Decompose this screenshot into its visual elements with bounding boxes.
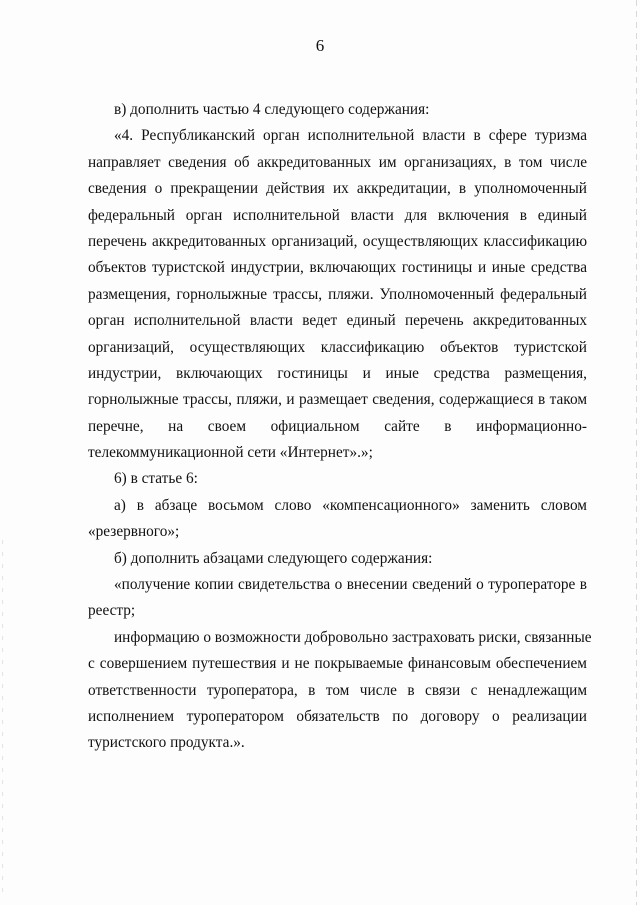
text-line: сведения о прекращении действия их аккредитации, в уполномоченный xyxy=(88,180,587,198)
text-line: б) дополнить абзацами следующего содержания: xyxy=(114,549,433,567)
text-line: 6) в статье 6: xyxy=(114,470,198,488)
page-number: 6 xyxy=(315,36,325,55)
text-line: орган исполнительной власти ведет единый перечень аккредитованных xyxy=(88,312,587,330)
document-body xyxy=(88,97,592,757)
scan-edge-left xyxy=(2,540,3,900)
text-line: телекоммуникационной сети «Интернет».»; xyxy=(88,444,373,462)
text-line: горнолыжные трассы, пляжи, и размещает сведения, содержащиеся в таком xyxy=(88,391,587,409)
text-line: «резервного»; xyxy=(88,523,180,541)
text-line: перечень аккредитованных организаций, осуществляющих классификацию xyxy=(88,232,587,250)
text-line: ответственности туроператора, в том числе в связи с ненадлежащим xyxy=(88,681,587,699)
text-line: а) в абзаце восьмом слово «компенсационного» заменить словом xyxy=(114,496,587,514)
text-line: в) дополнить частью 4 следующего содержания: xyxy=(114,101,430,118)
text-line: «получение копии свидетельства о внесении сведений о туроператоре в xyxy=(114,576,587,594)
text-line: информацию о возможности добровольно застраховать риски, связанные xyxy=(114,628,592,646)
text-line: с совершением путешествия и не покрываемые финансовым обеспечением xyxy=(88,655,587,673)
text-line: «4. Республиканский орган исполнительной власти в сфере туризма xyxy=(114,127,587,145)
text-line: индустрии, включающих гостиницы и иные средства размещения, xyxy=(88,364,587,382)
text-line: перечне, на своем официальном сайте в информационно- xyxy=(88,417,587,435)
text-line: объектов туристской индустрии, включающих гостиницы и иные средства xyxy=(88,259,587,277)
text-line: размещения, горнолыжные трассы, пляжи. Уполномоченный федеральный xyxy=(88,285,587,303)
text-line: федеральный орган исполнительной власти для включения в единый xyxy=(88,206,587,224)
text-line: исполнением туроператором обязательств по договору о реализации xyxy=(88,707,587,725)
scan-edge-right xyxy=(636,0,637,905)
text-line: направляет сведения об аккредитованных им организациях, в том числе xyxy=(88,153,587,171)
text-line: реестр; xyxy=(88,602,136,620)
text-line: туристского продукта.». xyxy=(88,734,245,752)
text-line: организаций, осуществляющих классификацию объектов туристской xyxy=(88,338,587,356)
